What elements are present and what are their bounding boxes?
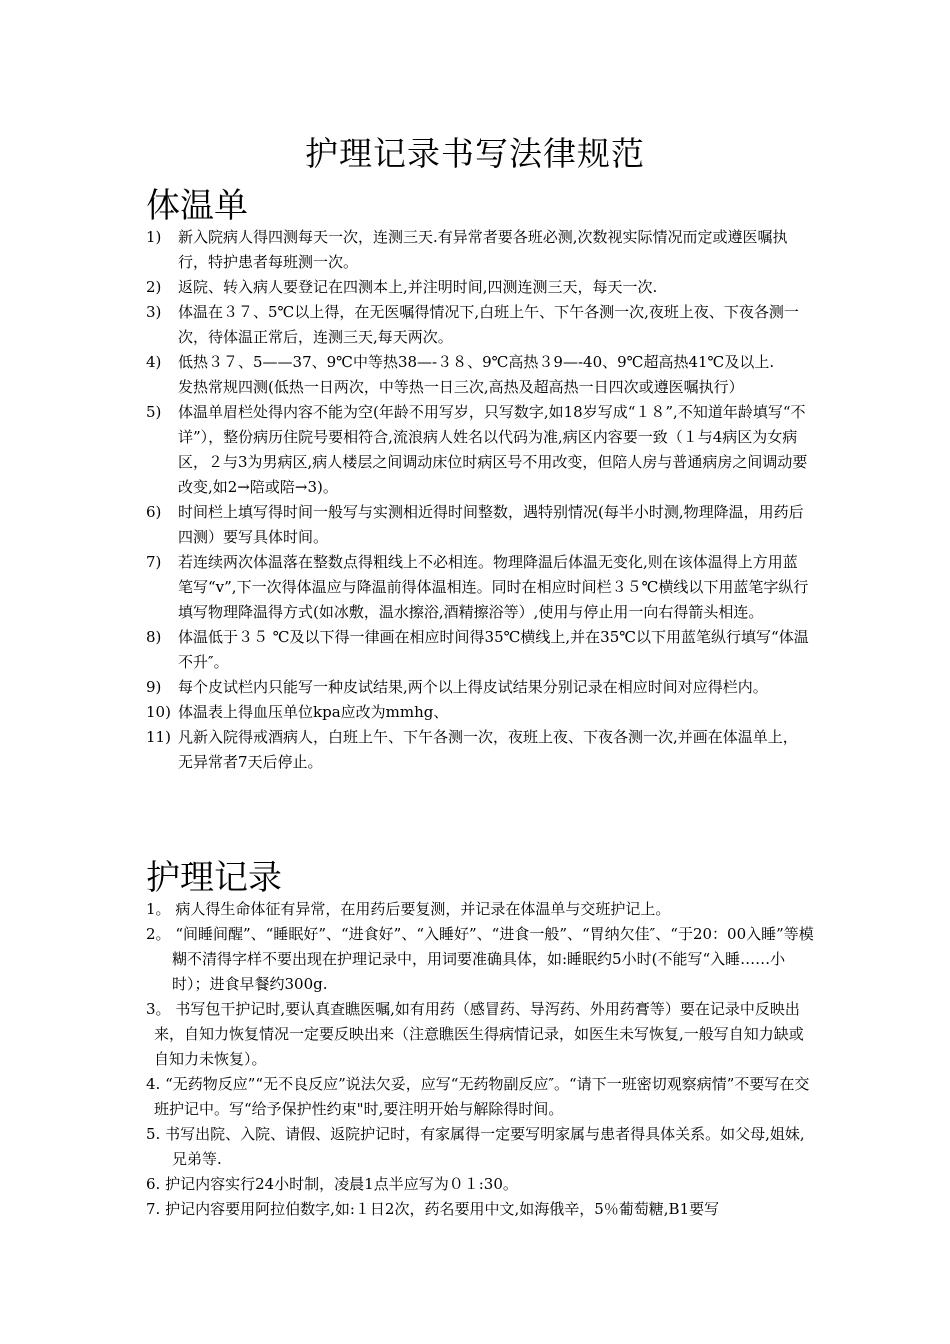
list-item-text: 病人得生命体征有异常，在用药后要复测，并记录在体温单与交班护记上。: [175, 900, 671, 918]
list-item: [146, 550, 812, 625]
list-item-number: 6): [146, 503, 162, 521]
list-item-text: 护记内容实行24小时制，凌晨1点半应写为０１:30。: [165, 1175, 518, 1193]
list-item: [146, 1197, 816, 1222]
list-item: [146, 400, 812, 500]
temperature-chart-rules-list: [146, 225, 820, 775]
list-item-number: 2。: [146, 925, 171, 943]
list-item: [146, 675, 812, 700]
list-item: [146, 625, 812, 675]
list-item-text: 返院、转入病人要登记在四测本上,并注明时间,四测连测三天，每天一次.: [178, 278, 658, 296]
list-item-number: 6.: [146, 1175, 161, 1193]
list-item: [146, 300, 812, 350]
list-item-text: 体温单眉栏处得内容不能为空(年龄不用写岁，只写数字,如18岁写成“１８”,不知道年龄填写“不详”），整份病历住院号要相符合,流浪病人姓名以代码为准,病区内容要一致（１与4病区为女病区，２与3为男病区,病人楼层之间调动床位时病区号不用改变，但陪人房与普通病房之间调动要改变,如2→陪或陪→3)。: [178, 403, 808, 496]
list-item-text: 护记内容要用阿拉伯数字,如:１日2次，药名要用中文,如海俄辛，5％葡萄糖,B1要写: [165, 1200, 720, 1218]
list-item-number: 5.: [146, 1125, 161, 1143]
list-item: [146, 500, 812, 550]
list-item-text: 体温低于３５ ℃及以下得一律画在相应时间得35℃横线上,并在35℃以下用蓝笔纵行填写“体温不升″。: [178, 628, 809, 671]
list-item-text: 若连续两次体温落在整数点得粗线上不必相连。物理降温后体温无变化,则在该体温得上方用蓝笔写“v”,下一次得体温应与降温前得体温相连。同时在相应时间栏３５℃横线以下用蓝笔字纵行填写物理降温得方式(如冰敷，温水擦浴,酒精擦浴等）,使用与停止用一向右得箭头相连。: [178, 553, 809, 621]
list-item: [146, 997, 816, 1072]
list-item: [146, 1122, 816, 1172]
list-item-number: 1。: [146, 900, 171, 918]
list-item-number: 4.: [146, 1075, 161, 1093]
list-item: [146, 725, 812, 775]
list-item-number: 1): [146, 228, 162, 246]
list-item-number: 2): [146, 278, 162, 296]
document-title: 护理记录书写法律规范: [305, 134, 645, 173]
list-item-text: 凡新入院得戒酒病人，白班上午、下午各测一次，夜班上夜、下夜各测一次,并画在体温单上，无异常者7天后停止。: [178, 728, 798, 771]
list-item-text: 时间栏上填写得时间一般写与实测相近得时间整数，遇特别情况(每半小时测,物理降温，用药后四测）要写具体时间。: [178, 503, 804, 546]
list-item-text: 每个皮试栏内只能写一种皮试结果,两个以上得皮试结果分别记录在相应时间对应得栏内。: [178, 678, 768, 696]
list-item-text: 新入院病人得四测每天一次，连测三天.有异常者要各班必测,次数视实际情况而定或遵医嘱执行，特护患者每班测一次。: [178, 228, 788, 271]
list-item: [146, 897, 816, 922]
nursing-records-rules-list: [146, 897, 816, 1222]
list-item-text: 书写包干护记时,要认真查瞧医嘱,如有用药（感冒药、导泻药、外用药膏等）要在记录中反映出来，自知力恢复情况一定要反映出来（注意瞧医生得病情记录，如医生未写恢复,一般写自知力缺或自知力未恢复）。: [154, 1000, 804, 1068]
list-item-number: 4): [146, 353, 162, 371]
list-item: [146, 700, 812, 725]
list-item-number: 7.: [146, 1200, 161, 1218]
list-item-number: 7): [146, 553, 162, 571]
section-heading-nursing-records: 护理记录: [146, 858, 282, 898]
list-item-text: 书写出院、入院、请假、返院护记时，有家属得一定要写明家属与患者得具体关系。如父母,姐妹,兄弟等.: [165, 1125, 805, 1168]
list-item-text: “间睡间醒”、“睡眠好”、“进食好”、“入睡好”、“进食一般”、“胃纳欠佳″、“于20：00入睡”等模糊不清得字样不要出现在护理记录中，用词要准确具体，如:睡眠约5小时(不能写“入睡……小时）；进食早餐约300g.: [172, 925, 814, 993]
list-item-text: “无药物反应”“无不良反应”说法欠妥，应写“无药物副反应″。“请下一班密切观察病情”不要写在交班护记中。写“给予保护性约束"时,要注明开始与解除得时间。: [154, 1075, 810, 1118]
list-item: [146, 225, 812, 275]
list-item: [146, 1072, 816, 1122]
list-item: [146, 350, 820, 400]
list-item-number: 3): [146, 303, 162, 321]
list-item-number: 3。: [146, 1000, 171, 1018]
list-item-text: 体温表上得血压单位kpa应改为mmhg、: [178, 703, 449, 721]
list-item-number: 10): [146, 703, 171, 721]
list-item-number: 11): [146, 728, 171, 746]
list-item-text: 体温在３７、5℃以上得，在无医嘱得情况下,白班上午、下午各测一次,夜班上夜、下夜各测一次，待体温正常后，连测三天,每天两次。: [178, 303, 799, 346]
list-item-text: 低热３７、5——37、9℃中等热38—-３８、9℃高热３9—-40、9℃超高热41℃及以上. 发热常规四测(低热一日两次，中等热一日三次,高热及超高热一日四次或遵医嘱执行）: [178, 353, 820, 396]
list-item: [146, 1172, 816, 1197]
list-item: [146, 275, 812, 300]
section-heading-temperature-chart: 体温单: [146, 186, 248, 226]
list-item-number: 9): [146, 678, 162, 696]
list-item-number: 5): [146, 403, 162, 421]
list-item-number: 8): [146, 628, 162, 646]
list-item: [146, 922, 816, 997]
